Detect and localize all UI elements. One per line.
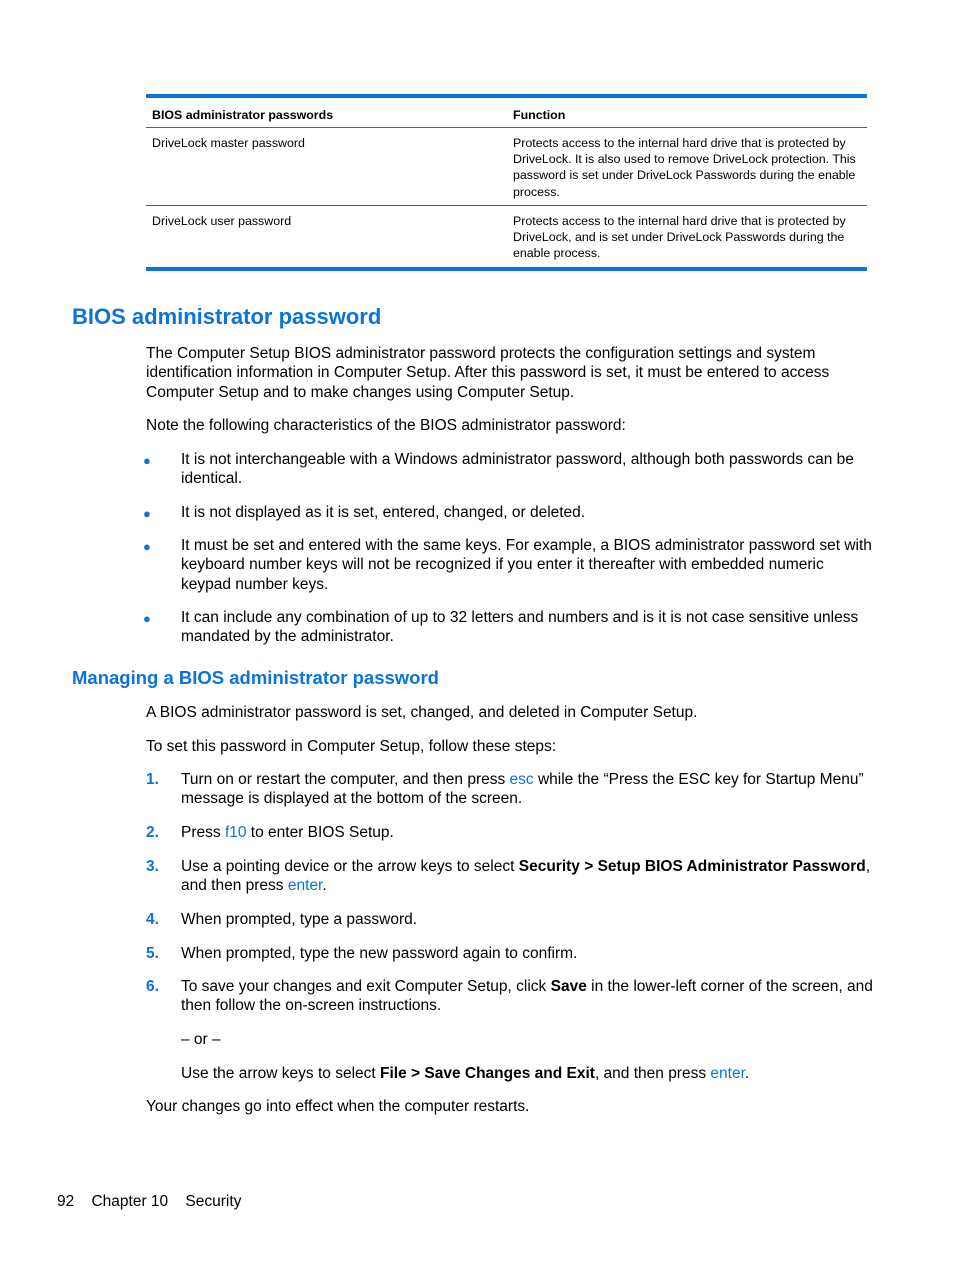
- bullet-icon: ●: [143, 506, 151, 521]
- step-5: When prompted, type the new password again to confirm.: [181, 945, 578, 962]
- key-enter: enter: [710, 1065, 745, 1082]
- section-title: BIOS administrator password: [72, 304, 382, 329]
- step-4: When prompted, type a password.: [181, 911, 418, 928]
- table-header-row: [146, 98, 867, 128]
- key-f10: f10: [224, 824, 247, 841]
- table-header-col2: Function: [513, 108, 566, 122]
- bullet-icon: ●: [143, 611, 151, 626]
- section-intro: The Computer Setup BIOS administrator password protects the configuration settings and system identification information in Computer Setup. After this password is set, it must be entered to access Computer Setup and to make changes using Computer Setup.: [146, 345, 830, 401]
- step-number: 5.: [146, 945, 159, 962]
- table-cell-name: DriveLock master password: [152, 136, 305, 150]
- step-1: Turn on or restart the computer, and then press esc while the “Press the ESC key for Startup Menu” message is displayed at the bottom of the screen.: [181, 771, 864, 808]
- or-separator: – or –: [181, 1031, 221, 1048]
- step-6: To save your changes and exit Computer Setup, click Save in the lower-left corner of the screen, and then follow the on-screen instructions.: [181, 978, 873, 1015]
- footer-chapter: Chapter 10: [91, 1193, 169, 1210]
- table-cell-function: Protects access to the internal hard drive that is protected by DriveLock, and is set under DriveLock Passwords during the enable process.: [513, 214, 846, 261]
- step-number: 3.: [146, 858, 159, 875]
- step-3: Use a pointing device or the arrow keys to select Security > Setup BIOS Administrator Password, and then press enter.: [181, 858, 871, 895]
- table-row: [146, 206, 867, 267]
- alternative-step: Use the arrow keys to select File > Save Changes and Exit, and then press enter.: [181, 1065, 750, 1082]
- table-bottom-rule: [146, 267, 867, 271]
- subsection-intro: A BIOS administrator password is set, changed, and deleted in Computer Setup.: [146, 704, 698, 721]
- save-label: Save: [550, 978, 587, 995]
- subsection-title: Managing a BIOS administrator password: [72, 667, 439, 688]
- table-row: [146, 128, 867, 206]
- list-item: It can include any combination of up to 32 letters and numbers and is it is not case sensitive unless mandated by the administrator.: [181, 609, 859, 646]
- section-note: Note the following characteristics of the BIOS administrator password:: [146, 417, 626, 434]
- password-table: [146, 94, 867, 271]
- bullet-icon: ●: [143, 539, 151, 554]
- list-item: It is not displayed as it is set, entered, changed, or deleted.: [181, 504, 586, 521]
- table-cell-name: DriveLock user password: [152, 214, 292, 228]
- subsection-lead: To set this password in Computer Setup, follow these steps:: [146, 738, 557, 755]
- step-number: 4.: [146, 911, 159, 928]
- step-number: 6.: [146, 978, 159, 995]
- menu-path: File > Save Changes and Exit: [380, 1065, 595, 1082]
- step-2: Press f10 to enter BIOS Setup.: [181, 824, 394, 841]
- bullet-icon: ●: [143, 453, 151, 468]
- list-item: It must be set and entered with the same keys. For example, a BIOS administrator password set with keyboard number keys will not be recognized if you enter it thereafter with embedded numeric keypad number keys.: [181, 537, 872, 593]
- step-number: 1.: [146, 771, 159, 788]
- menu-path: Security > Setup BIOS Administrator Password: [518, 858, 866, 875]
- closing-text: Your changes go into effect when the computer restarts.: [146, 1098, 530, 1115]
- table-cell-function: Protects access to the internal hard drive that is protected by DriveLock. It is also used to remove DriveLock protection. This password is set under DriveLock Passwords during the enable process.: [513, 136, 856, 199]
- step-number: 2.: [146, 824, 159, 841]
- key-enter: enter: [287, 877, 323, 895]
- page-number: 92: [57, 1193, 75, 1210]
- footer-section: Security: [185, 1193, 242, 1210]
- list-item: It is not interchangeable with a Windows administrator password, although both passwords can be identical.: [181, 451, 854, 488]
- page-footer: [57, 1193, 241, 1211]
- key-esc: esc: [509, 771, 534, 788]
- table-header-col1: BIOS administrator passwords: [152, 108, 334, 122]
